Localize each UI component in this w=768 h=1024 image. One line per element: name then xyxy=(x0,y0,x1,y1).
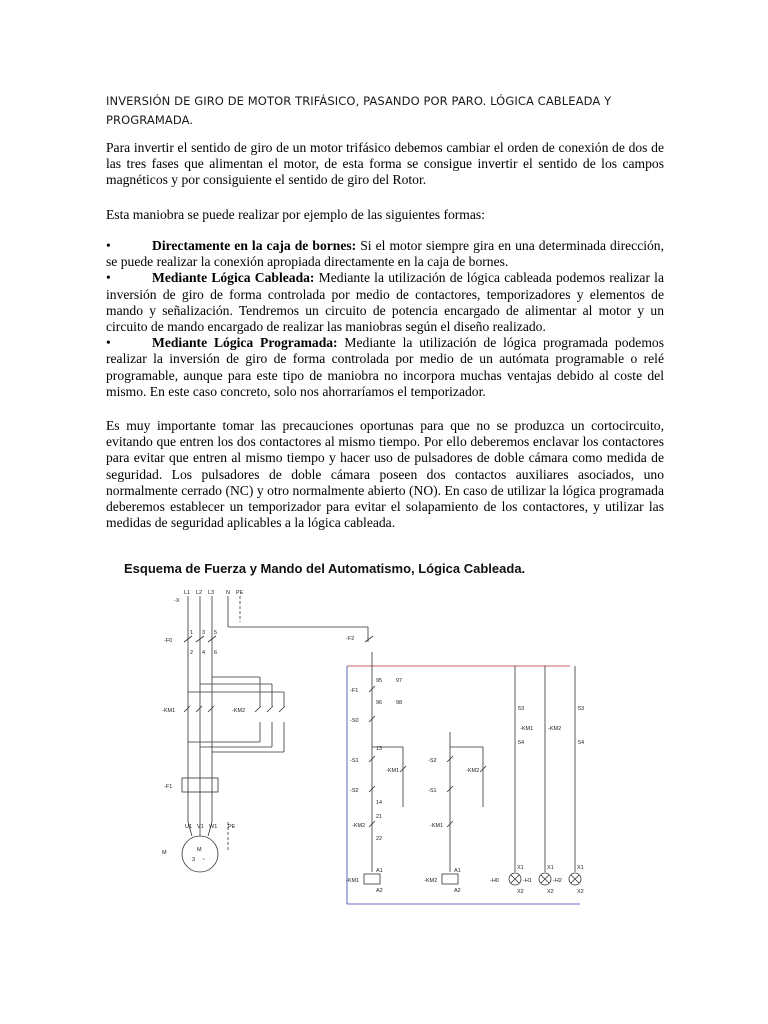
bullet-icon: • xyxy=(106,238,111,253)
label-km1-aux: -KM1 xyxy=(386,768,400,774)
label-motor-pe: PE xyxy=(228,824,236,830)
label-s0: -S0 xyxy=(350,718,359,724)
label-w1: W1 xyxy=(209,824,218,830)
label-6: 6 xyxy=(214,650,218,656)
label-21: 21 xyxy=(376,814,383,820)
list-item-heading: Mediante Lógica Cableada: xyxy=(152,270,315,286)
list-item-heading: Directamente en la caja de bornes: xyxy=(152,238,357,253)
label-f1-ctrl: -F1 xyxy=(350,688,359,694)
label-l1: L1 xyxy=(184,590,191,596)
list-item xyxy=(106,270,664,335)
bullet-icon: • xyxy=(106,335,111,351)
label-motor-inner: M xyxy=(197,847,202,853)
label-f2: -F2 xyxy=(346,636,355,642)
label-km1-coil: -KM1 xyxy=(346,878,360,884)
label-a2-km2: A2 xyxy=(454,888,461,894)
list-item-text: Mediante la utilización de lógica cableada podemos realizar la inversión de giro de forma controlada por medio de contactores, temporizadores y elementos de mando y señalización. Tendremos un circuito de potencia encargado de alimentar al motor y un circuito de mando encargado de realizar las maniobras según el diseño realizado. xyxy=(106,270,664,335)
label-x2-h2: X2 xyxy=(577,889,584,895)
list-item xyxy=(106,238,664,270)
diagram-title: Esquema de Fuerza y Mando del Automatismo, Lógica Cableada. xyxy=(124,561,526,576)
label-x2-h0: X2 xyxy=(517,889,524,895)
label-x: -X xyxy=(174,598,180,604)
label-13: 13 xyxy=(376,746,383,752)
label-km2-coil: -KM2 xyxy=(424,878,438,884)
label-u1: U1 xyxy=(185,824,193,830)
label-54-a: 54 xyxy=(518,740,525,746)
precautions-paragraph: Es muy importante tomar las precauciones oportunas para que no se produzca un cortocircuito, evitando que entren los dos contactores al mismo tiempo. Por ello deberemos enclavar los contactores para evitar que entren al mismo tiempo y hacer uso de pulsadores de doble cámara como medida de seguridad. Los pulsadores de doble cámara poseen dos contactos auxiliares asociados, uno normalmente cerrado (NC) y otro normalmente abierto (NO). En caso de utilizar la lógica programada deberemos establecer un temporizador para evitar el solapamiento de los contactores, y utilizar las medidas de seguridad aplicables a la lógica cableada. xyxy=(106,418,664,531)
label-2: 2 xyxy=(190,650,194,656)
document-title: INVERSIÓN DE GIRO DE MOTOR TRIFÁSICO, PASANDO POR PARO. LÓGICA CABLEADA Y PROGRAMADA. xyxy=(106,94,612,127)
label-motor-tilde: ~ xyxy=(202,857,206,863)
methods-list xyxy=(106,238,664,400)
label-h1: -H1 xyxy=(523,878,532,884)
label-km2-aux: -KM2 xyxy=(466,768,480,774)
label-km2-main: -KM2 xyxy=(232,708,246,714)
label-km1-sig: -KM1 xyxy=(520,726,534,732)
label-pe: PE xyxy=(236,590,244,596)
label-14: 14 xyxy=(376,800,383,806)
label-x2-h1: X2 xyxy=(547,889,554,895)
methods-intro-paragraph: Esta maniobra se puede realizar por ejemplo de las siguientes formas: xyxy=(106,207,485,222)
label-5: 5 xyxy=(214,630,218,636)
label-km2-sig: -KM2 xyxy=(548,726,562,732)
label-a1-km1: A1 xyxy=(376,868,383,874)
list-item-text: Mediante la utilización de lógica programada podemos realizar la inversión de giro de forma controlada por medio de un autómata programable o relé programable, aunque para este tipo de maniobra no incorpora muchas ventajas debido al coste del mismo. En este caso concreto, solo nos ahorraríamos el temporizador. xyxy=(106,335,664,399)
label-v1: V1 xyxy=(197,824,204,830)
label-motor-phase: 3 xyxy=(192,857,196,863)
label-km1-interlock: -KM1 xyxy=(430,823,444,829)
label-4: 4 xyxy=(202,650,206,656)
label-h0: -H0 xyxy=(490,878,499,884)
label-f1: -F1 xyxy=(164,784,173,790)
list-item xyxy=(106,335,664,400)
label-x1-h2: X1 xyxy=(577,865,584,871)
label-x1-h0: X1 xyxy=(517,865,524,871)
label-s1: -S1 xyxy=(350,758,359,764)
label-km2-interlock: -KM2 xyxy=(352,823,366,829)
label-22: 22 xyxy=(376,836,383,842)
label-3: 3 xyxy=(202,630,206,636)
label-53-b: 53 xyxy=(578,706,585,712)
label-km1-main: -KM1 xyxy=(162,708,176,714)
bullet-icon: • xyxy=(106,270,111,286)
label-l3: L3 xyxy=(208,590,215,596)
label-54-b: 54 xyxy=(578,740,585,746)
label-53-a: 53 xyxy=(518,706,525,712)
label-n: N xyxy=(226,590,230,596)
label-motor: M xyxy=(162,850,167,856)
label-s2: -S2 xyxy=(350,788,359,794)
label-f1-95: 95 xyxy=(376,678,383,684)
label-f0: -F0 xyxy=(164,638,173,644)
list-item-heading: Mediante Lógica Programada: xyxy=(152,335,338,351)
intro-paragraph: Para invertir el sentido de giro de un motor trifásico debemos cambiar el orden de conexión de dos de las tres fases que alimentan el motor, de esta forma se consigue invertir el sentido de los campos magnéticos y por consiguiente el sentido de giro del Rotor. xyxy=(106,140,664,188)
label-x1-h1: X1 xyxy=(547,865,554,871)
label-l2: L2 xyxy=(196,590,203,596)
label-s2-b: -S2 xyxy=(428,758,437,764)
label-s1-b: -S1 xyxy=(428,788,437,794)
list-item-text: Si el motor siempre gira en una determinada dirección, se puede realizar la conexión apropiada directamente en la caja de bornes. xyxy=(106,238,664,270)
label-f1-96: 96 xyxy=(376,700,383,706)
wiring-diagram xyxy=(150,582,600,912)
label-f1-98: 98 xyxy=(396,700,403,706)
label-1: 1 xyxy=(190,630,194,636)
label-a2-km1: A2 xyxy=(376,888,383,894)
label-a1-km2: A1 xyxy=(454,868,461,874)
label-h2: -H2 xyxy=(553,878,562,884)
label-f1-97: 97 xyxy=(396,678,403,684)
